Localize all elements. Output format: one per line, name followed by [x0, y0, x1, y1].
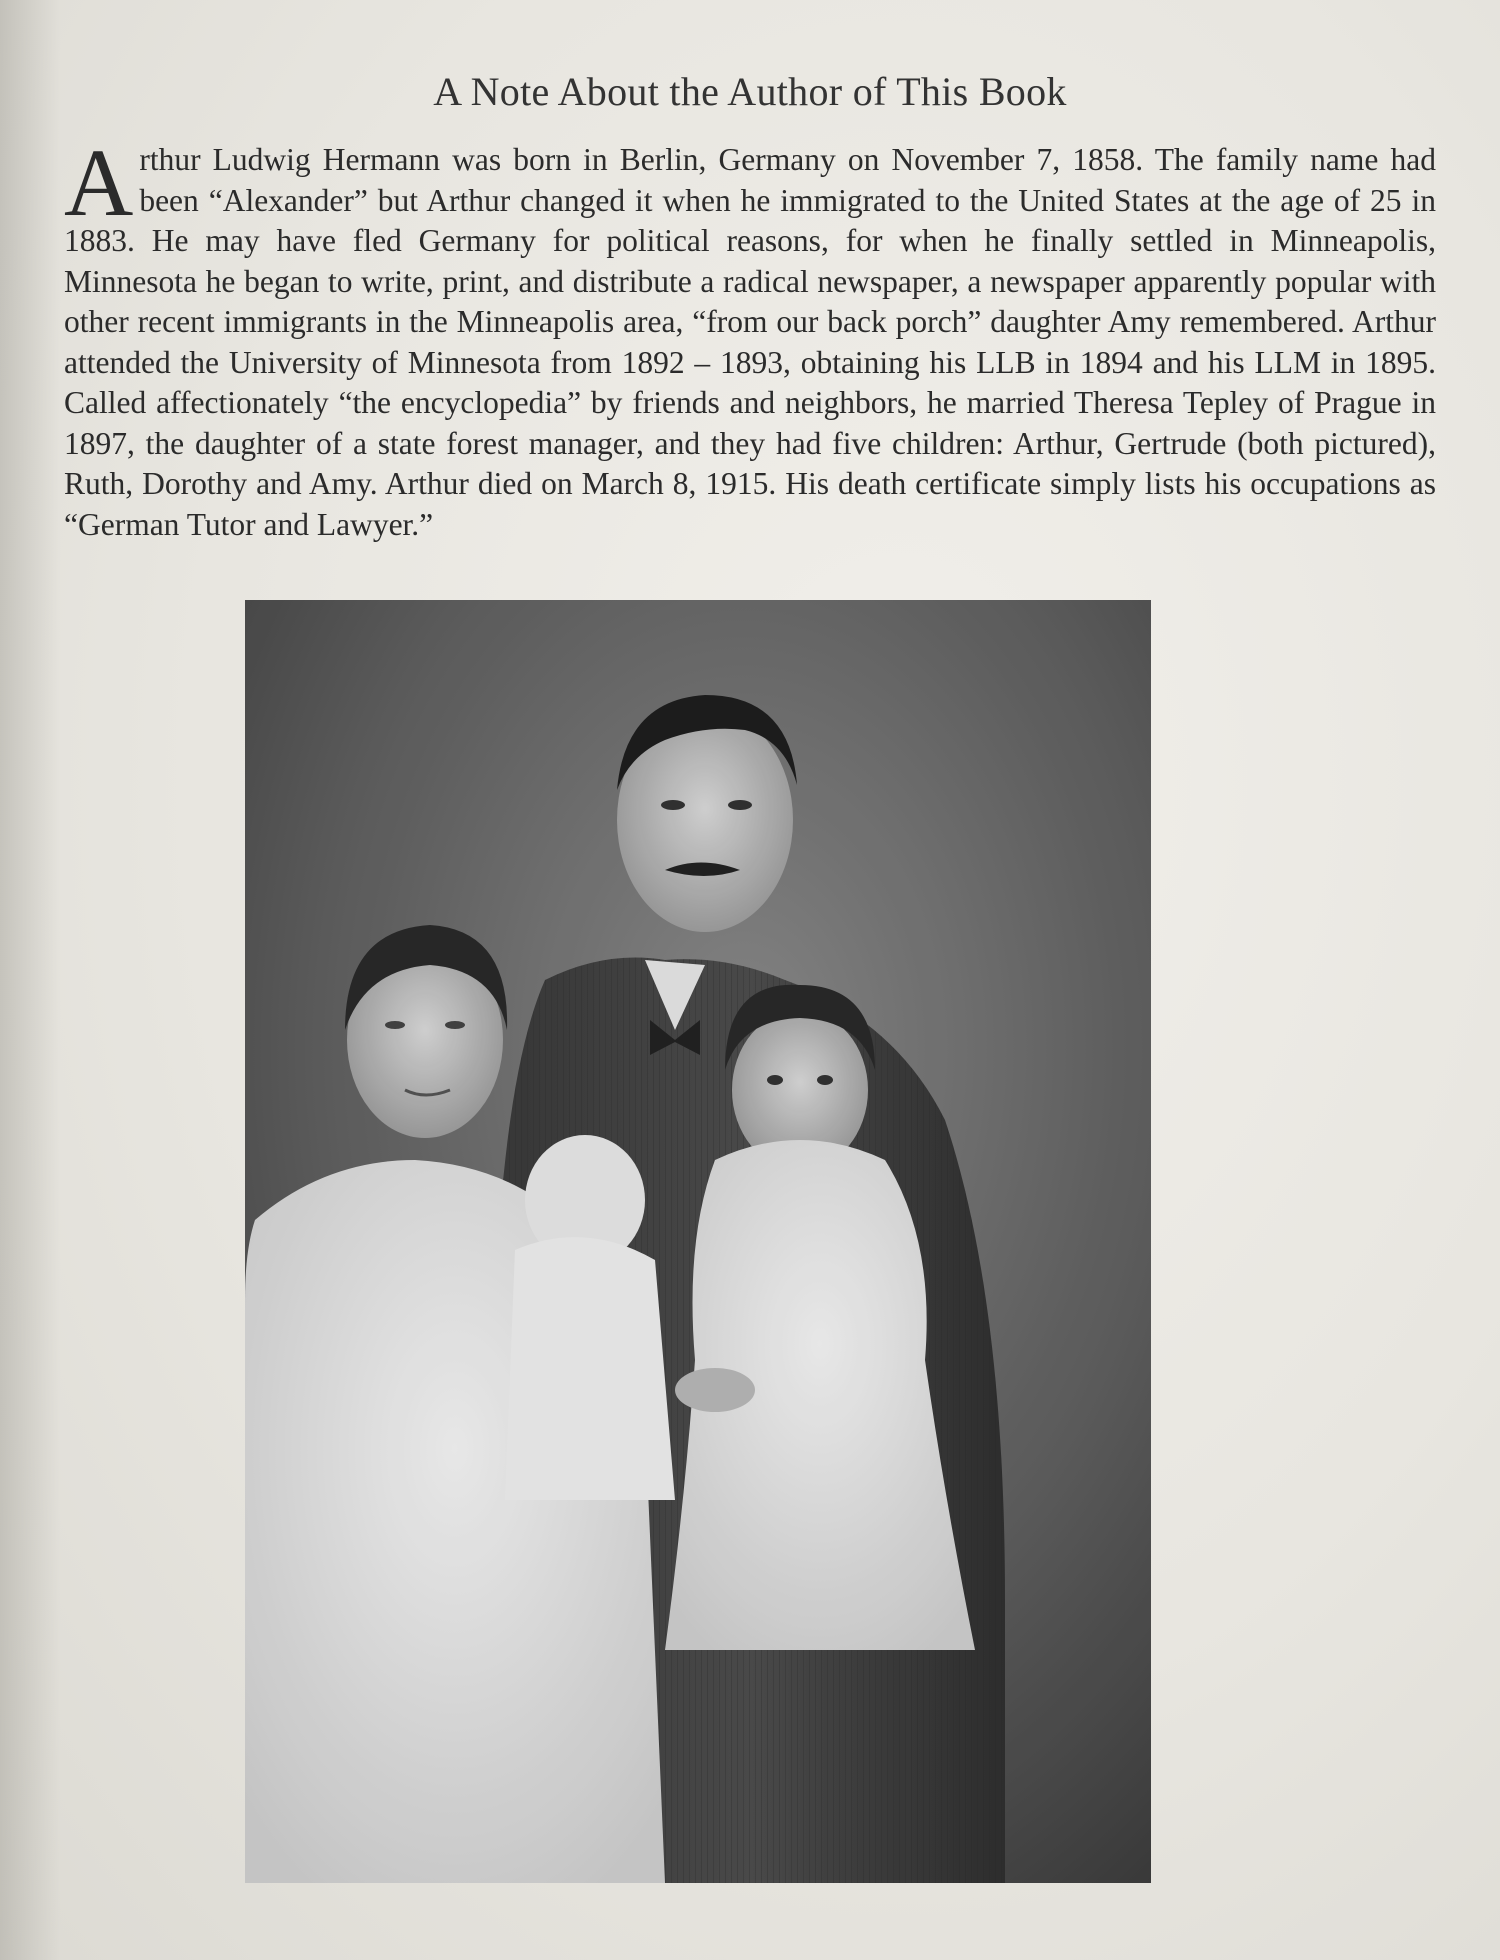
author-note-paragraph [64, 129, 1436, 545]
page-title: A Note About the Author of This Book [433, 69, 1067, 114]
paragraph-text: rthur Ludwig Hermann was born in Berlin, Germany on November 7, 1858. The family name had been “Alexander” but Arthur changed it when he immigrated to the United States at the age of 25 in 1883. He may have fled Germany for political reasons, for when he finally settled in Minneapolis, Minnesota he began to write, print, and distribute a radical newspaper, a newspaper apparently popular with other recent immigrants in the Minneapolis area, “from our back porch” daughter Amy remembered. Arthur attended the University of Minnesota from 1892 – 1893, obtaining his LLB in 1894 and his LLM in 1895. Called affectionately “the encyclopedia” by friends and neighbors, he married Theresa Tepley of Prague in 1897, the daughter of a state forest manager, and they had five children: Arthur, Gertrude (both pictured), Ruth, Dorothy and Amy. Arthur died on March 8, 1915. His death certificate simply lists his occupations as “German Tutor and Lawyer.” [64, 142, 1436, 542]
page-gutter-shadow [0, 0, 60, 1960]
drop-cap-letter: A [64, 129, 134, 236]
family-portrait-photo [245, 600, 1151, 1883]
family-portrait-illustration [245, 600, 1151, 1883]
